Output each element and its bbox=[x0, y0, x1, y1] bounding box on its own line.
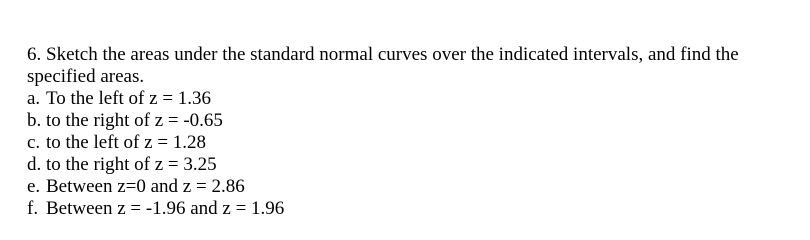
sub-question-text: Between z=0 and z = 2.86 bbox=[46, 176, 245, 197]
sub-question-d bbox=[27, 154, 797, 176]
sub-question-c bbox=[27, 132, 797, 154]
sub-question-b bbox=[27, 110, 797, 132]
sub-question-f bbox=[27, 198, 797, 220]
sub-question-letter: e. bbox=[27, 176, 41, 197]
sub-question-letter: a. bbox=[27, 88, 41, 109]
sub-question-e bbox=[27, 176, 797, 198]
sub-question-text: to the left of z = 1.28 bbox=[46, 132, 207, 153]
sub-question-text: To the left of z = 1.36 bbox=[46, 88, 212, 109]
sub-question-letter: d. bbox=[27, 154, 42, 175]
sub-question-text: Between z = -1.96 and z = 1.96 bbox=[46, 198, 285, 219]
question-text bbox=[27, 44, 797, 88]
sub-question-text: to the right of z = -0.65 bbox=[46, 110, 223, 131]
question-number: 6. bbox=[27, 44, 42, 65]
document-body bbox=[27, 44, 797, 220]
sub-question-text: to the right of z = 3.25 bbox=[46, 154, 217, 175]
sub-question-a bbox=[27, 88, 797, 110]
question-prompt: Sketch the areas under the standard normal curves over the indicated intervals, and find the specified areas. bbox=[27, 44, 739, 87]
sub-question-letter: f. bbox=[27, 198, 39, 219]
sub-question-letter: c. bbox=[27, 132, 41, 153]
sub-question-list bbox=[27, 88, 797, 220]
sub-question-letter: b. bbox=[27, 110, 42, 131]
